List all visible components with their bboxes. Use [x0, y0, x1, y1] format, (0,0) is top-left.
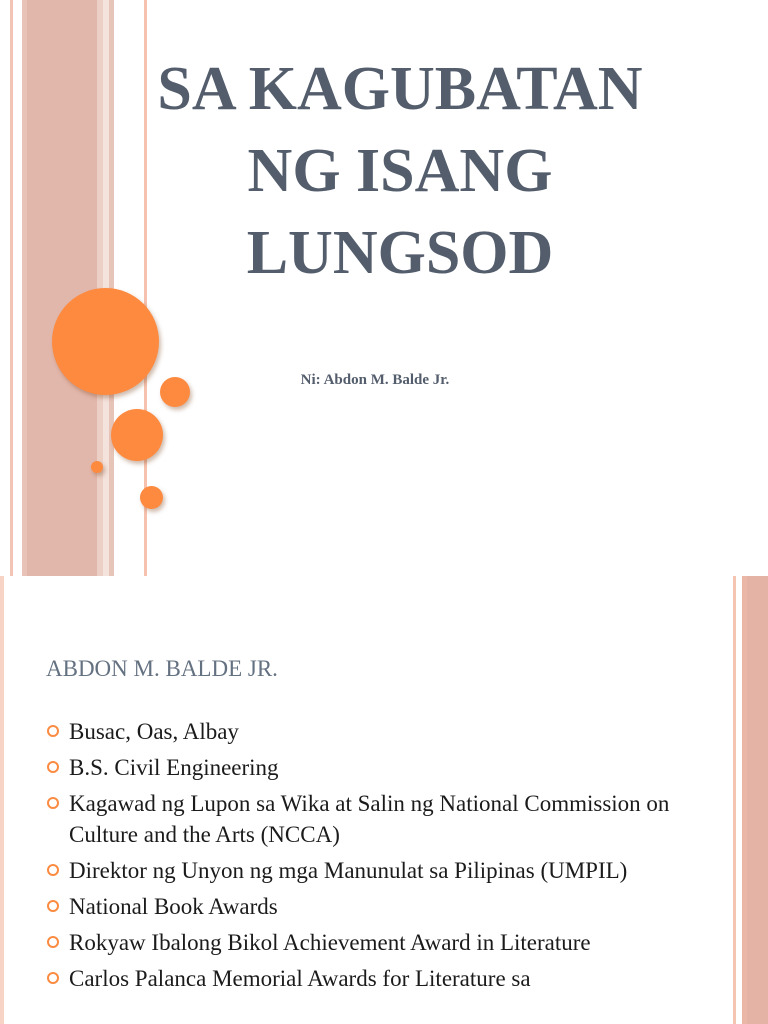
list-item: [46, 752, 726, 783]
decorative-stripe: [0, 576, 4, 1024]
list-item: [46, 927, 726, 958]
bullet-circle-icon: [47, 725, 59, 737]
author-subtitle: Ni: Abdon M. Balde Jr.: [300, 372, 450, 388]
list-item-text: Direktor ng Unyon ng mga Manunulat sa Pilipinas (UMPIL): [69, 858, 628, 883]
bullet-circle-icon: [47, 864, 59, 876]
bullet-circle-icon: [47, 797, 59, 809]
title-line: NG ISANG: [247, 137, 553, 205]
title-line: LUNGSOD: [246, 219, 554, 287]
bullet-circle-icon: [47, 936, 59, 948]
slide-title: [110, 48, 690, 294]
list-item-text: Kagawad ng Lupon sa Wika at Salin ng National Commission on Culture and the Arts (NCCA): [69, 791, 670, 847]
list-item-text: Carlos Palanca Memorial Awards for Literature sa: [69, 966, 531, 991]
list-item-text: Rokyaw Ibalong Bikol Achievement Award in Literature: [69, 930, 591, 955]
list-item: [46, 716, 726, 747]
bullet-list: [46, 716, 726, 999]
author-slide: [0, 576, 768, 1024]
bullet-circle-icon: [47, 972, 59, 984]
decorative-stripe: [733, 576, 736, 1024]
title-line: SA KAGUBATAN: [157, 55, 643, 123]
list-item: [46, 891, 726, 922]
slide-heading: ABDON M. BALDE JR.: [46, 656, 278, 681]
decorative-circle-small: [140, 486, 163, 509]
bullet-circle-icon: [47, 761, 59, 773]
decorative-circle-medium: [111, 409, 163, 461]
decorative-circle-small: [160, 377, 190, 407]
decorative-circle-tiny: [91, 461, 103, 473]
list-item: [46, 788, 726, 850]
list-item: [46, 963, 726, 994]
decorative-stripe: [10, 0, 13, 576]
list-item: [46, 855, 726, 886]
decorative-stripe: [27, 0, 97, 576]
list-item-text: B.S. Civil Engineering: [69, 755, 279, 780]
list-item-text: National Book Awards: [69, 894, 278, 919]
bullet-circle-icon: [47, 900, 59, 912]
decorative-stripe: [747, 576, 768, 1024]
list-item-text: Busac, Oas, Albay: [69, 719, 239, 744]
decorative-circle-large: [52, 288, 159, 395]
